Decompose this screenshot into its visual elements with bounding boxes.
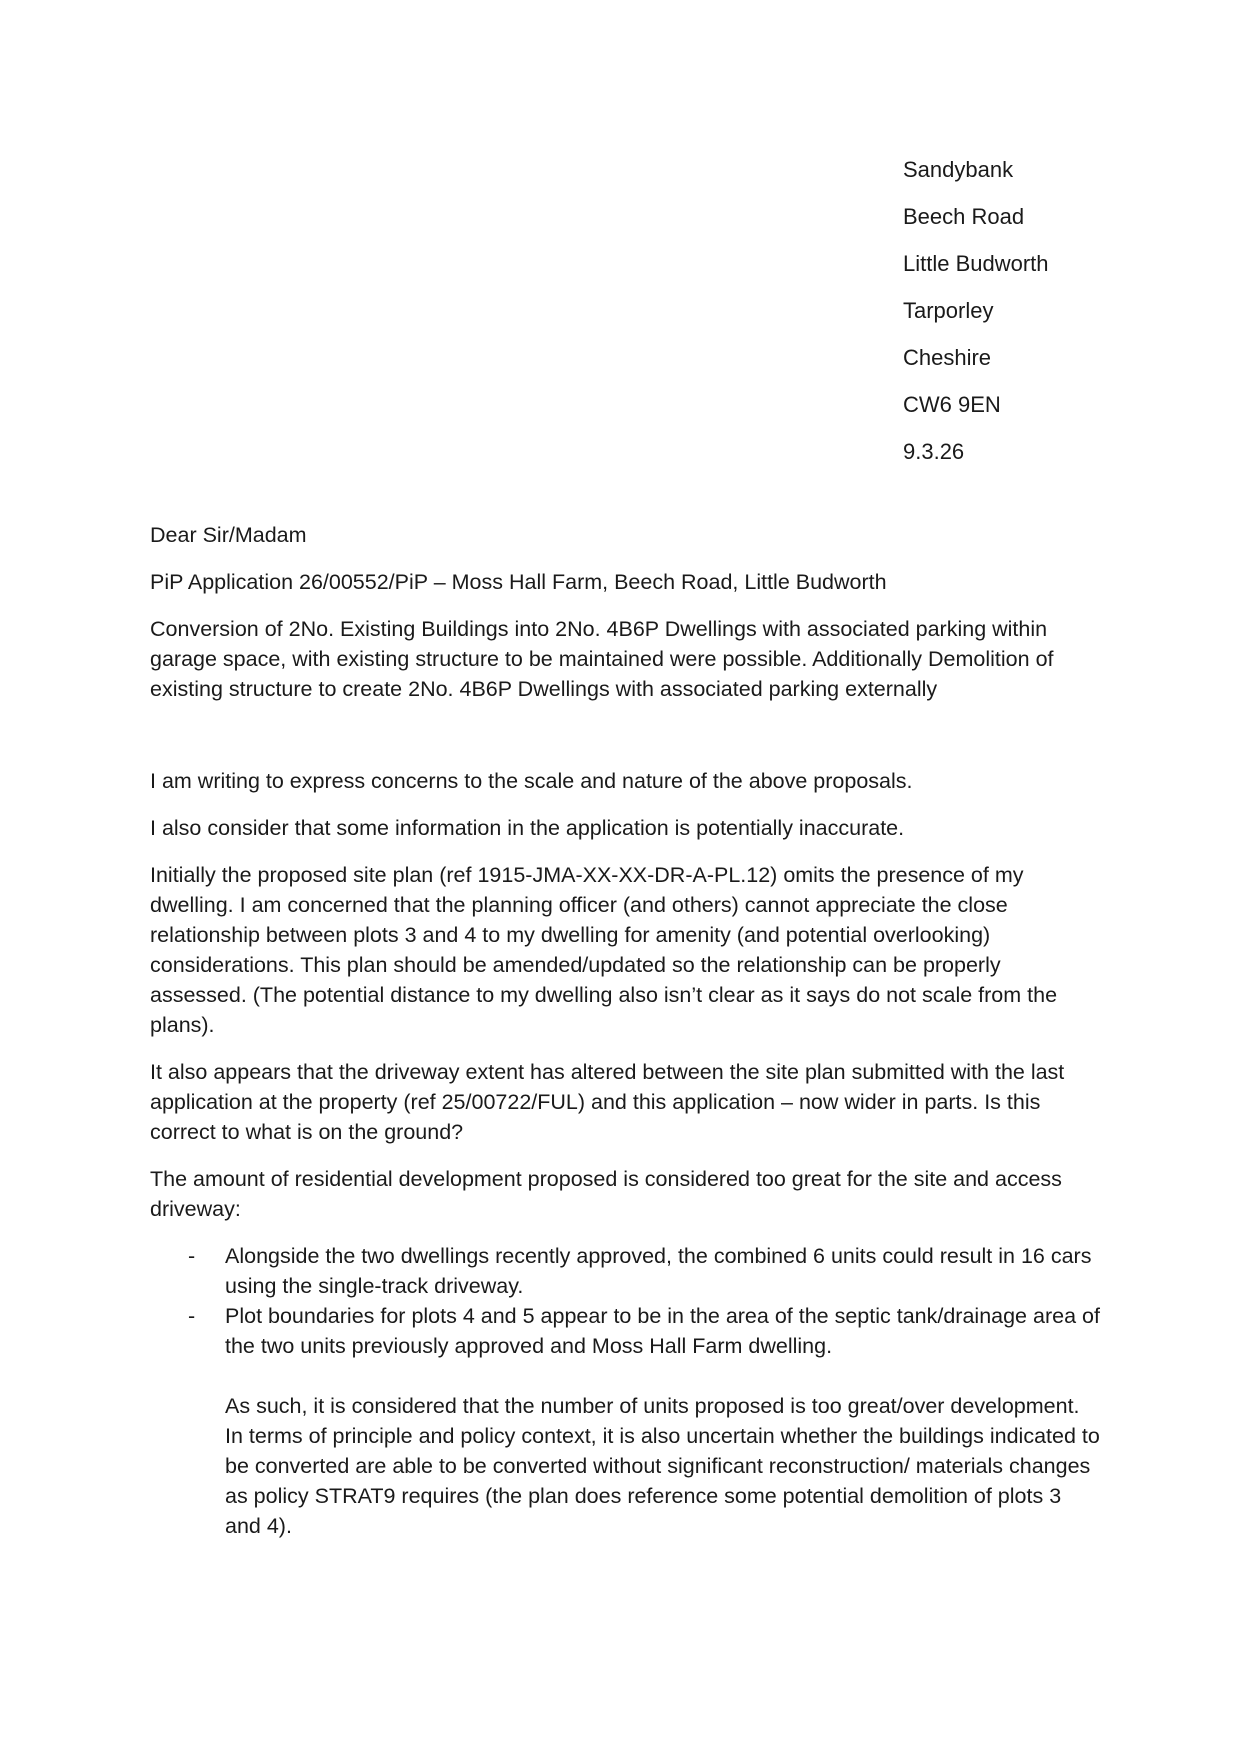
subject-line: PiP Application 26/00552/PiP – Moss Hall Farm, Beech Road, Little Budworth <box>150 570 887 594</box>
bullet-dash: - <box>188 1244 196 1268</box>
paragraph-driveway: It also appears that the driveway extent has altered between the site plan submitted with the last application at the property (ref 25/00722/FUL) and this application – now wider in parts. Is this correct to what is on the ground? <box>150 1060 1065 1144</box>
salutation: Dear Sir/Madam <box>150 523 307 547</box>
letter-body <box>150 520 1100 1541</box>
paragraph-over-development: As such, it is considered that the number of units proposed is too great/over development. <box>225 1394 1080 1418</box>
proposal-description: Conversion of 2No. Existing Buildings into 2No. 4B6P Dwellings with associated parking within garage space, with existing structure to be maintained were possible. Additionally Demolition of existing structure to create 2No. 4B6P Dwellings with associated parking externally <box>150 617 1054 701</box>
concerns-list <box>150 1241 1100 1361</box>
list-item-text: Plot boundaries for plots 4 and 5 appear to be in the area of the septic tank/drainage area of the two units previously approved and Moss Hall Farm dwelling. <box>225 1304 1100 1358</box>
list-item <box>150 1241 1100 1301</box>
list-item-text: Alongside the two dwellings recently approved, the combined 6 units could result in 16 cars using the single-track driveway. <box>225 1244 1092 1298</box>
address-line-5: Cheshire <box>903 345 992 370</box>
paragraph-inaccurate: I also consider that some information in the application is potentially inaccurate. <box>150 816 905 840</box>
bullet-dash: - <box>188 1304 196 1328</box>
address-line-3: Little Budworth <box>903 251 1049 276</box>
letter-date: 9.3.26 <box>903 439 965 464</box>
paragraph-concerns: I am writing to express concerns to the scale and nature of the above proposals. <box>150 769 913 793</box>
paragraph-development-amount: The amount of residential development proposed is considered too great for the site and access driveway: <box>150 1167 1062 1221</box>
address-postcode: CW6 9EN <box>903 392 1001 417</box>
address-line-4: Tarporley <box>903 298 994 323</box>
indented-conclusion <box>150 1391 1100 1541</box>
paragraph-spacer <box>150 721 1100 766</box>
sender-address <box>903 146 1049 475</box>
list-item <box>150 1301 1100 1361</box>
address-line-2: Beech Road <box>903 204 1025 229</box>
paragraph-site-plan: Initially the proposed site plan (ref 1915-JMA-XX-XX-DR-A-PL.12) omits the presence of my dwelling. I am concerned that the planning officer (and others) cannot appreciate the close relationship between plots 3 and 4 to my dwelling for amenity (and potential overlooking) considerations. This plan should be amended/updated so the relationship can be properly assessed. (The potential distance to my dwelling also isn’t clear as it says do not scale from the plans). <box>150 863 1058 1037</box>
address-line-1: Sandybank <box>903 157 1014 182</box>
paragraph-policy-context: In terms of principle and policy context, it is also uncertain whether the buildings indicated to be converted are able to be converted without significant reconstruction/ materials changes as policy STRAT9 requires (the plan does reference some potential demolition of plots 3 and 4). <box>225 1424 1100 1538</box>
